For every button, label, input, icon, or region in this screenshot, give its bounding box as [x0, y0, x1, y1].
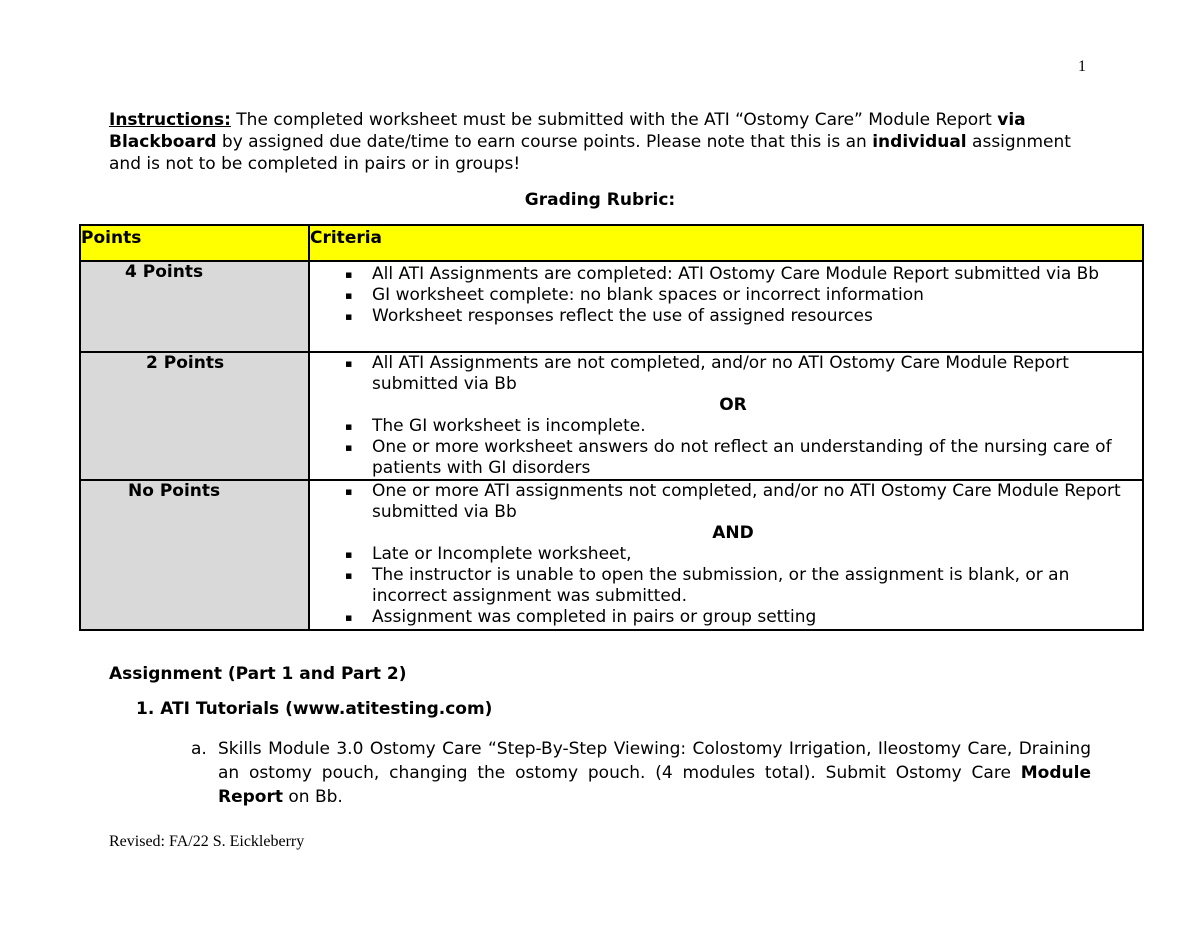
bullet-icon: ▪: [345, 310, 353, 323]
item-bold: Module Report: [218, 763, 1091, 807]
criteria-cell: [309, 261, 1143, 352]
bullet-icon: ▪: [345, 611, 353, 624]
criteria-item: ▪ One or more ATI assignments not completed, and/or no ATI Ostomy Care Module Report submitted via Bb: [345, 481, 1121, 522]
rubric-header-points: Points: [80, 225, 309, 261]
rubric-heading: Grading Rubric:: [524, 190, 676, 210]
bullet-icon: ▪: [345, 569, 353, 582]
bullet-icon: ▪: [345, 485, 353, 498]
criteria-list: [310, 481, 1142, 628]
rubric-row-no-points: [80, 480, 1143, 630]
criteria-item: ▪ GI worksheet complete: no blank spaces or incorrect information: [345, 285, 924, 305]
bullet-icon: ▪: [345, 420, 353, 433]
criteria-item: ▪ Worksheet responses reflect the use of assigned resources: [345, 306, 873, 326]
bullet-icon: ▪: [345, 289, 353, 302]
instructions-bold-1: via Blackboard: [109, 110, 1026, 152]
criteria-item: ▪ All ATI Assignments are not completed, and/or no ATI Ostomy Care Module Report submitted via Bb: [345, 353, 1069, 394]
bullet-icon: ▪: [345, 441, 353, 454]
item-letter: a.: [191, 739, 207, 759]
instructions-bold-2: individual: [872, 132, 967, 152]
criteria-item: ▪ The GI worksheet is incomplete.: [345, 416, 646, 436]
criteria-item: ▪ All ATI Assignments are completed: ATI Ostomy Care Module Report submitted via Bb: [345, 264, 1100, 284]
page-number: 1: [1078, 58, 1086, 75]
instructions-text-2: by assigned due date/time to earn course points. Please note that this is an: [216, 132, 873, 152]
tutorial-item-a: [191, 737, 1091, 809]
criteria-item: ▪ Assignment was completed in pairs or group setting: [345, 607, 817, 627]
tutorial-heading: 1. ATI Tutorials (www.atitesting.com): [136, 699, 493, 719]
points-cell: 4 Points: [80, 261, 309, 352]
criteria-cell: [309, 352, 1143, 480]
points-cell: 2 Points: [80, 352, 309, 480]
instructions-text-1: The completed worksheet must be submitted with the ATI “Ostomy Care” Module Report: [230, 110, 998, 130]
connector-or: OR: [719, 395, 747, 415]
instructions-text-3: assignment and is not to be completed in pairs or in groups!: [109, 132, 1071, 174]
criteria-item: ▪ The instructor is unable to open the submission, or the assignment is blank, or an incorrect assignment was submitted.: [345, 565, 1070, 606]
rubric-header-row: [80, 225, 1143, 261]
rubric-row-4-points: [80, 261, 1143, 352]
criteria-item: ▪ Late or Incomplete worksheet,: [345, 544, 632, 564]
bullet-icon: ▪: [345, 268, 353, 281]
instructions-label: Instructions:: [109, 110, 231, 130]
rubric-header-criteria: Criteria: [309, 225, 1143, 261]
criteria-cell: [309, 480, 1143, 630]
criteria-list: [310, 353, 1142, 479]
points-cell: No Points: [80, 480, 309, 630]
bullet-icon: ▪: [345, 357, 353, 370]
footer-revised: Revised: FA/22 S. Eickleberry: [109, 833, 305, 850]
item-text: Skills Module 3.0 Ostomy Care “Step-By-Step Viewing: Colostomy Irrigation, Ileostomy Care, Draining an ostomy pouch, changing the ostomy pouch. (4 modules total). Submit Ostomy Care Module Report on Bb.: [218, 739, 1091, 807]
assignment-heading: Assignment (Part 1 and Part 2): [109, 664, 407, 684]
grading-rubric-table: [79, 224, 1144, 631]
instructions-paragraph: [109, 109, 1099, 175]
bullet-icon: ▪: [345, 548, 353, 561]
criteria-list: [310, 264, 1142, 327]
connector-and: AND: [712, 523, 754, 543]
criteria-item: ▪ One or more worksheet answers do not reflect an understanding of the nursing care of patients with GI disorders: [345, 437, 1112, 478]
rubric-row-2-points: [80, 352, 1143, 480]
